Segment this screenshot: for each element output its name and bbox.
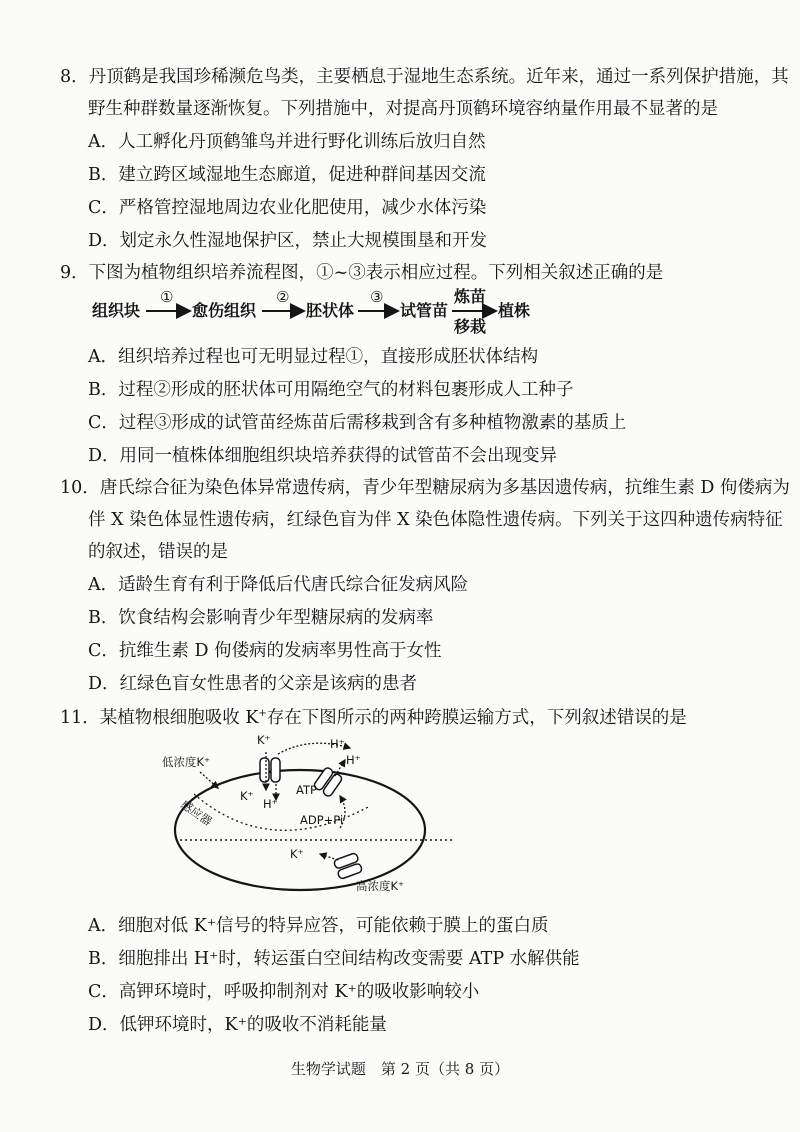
q10-stem-line2: 伴 X 染色体显性遗传病，红绿色盲为伴 X 染色体隐性遗传病。下列关于这四种遗传病特征 <box>88 510 783 530</box>
q9-option-a: A．组织培养过程也可无明显过程①，直接形成胚状体结构 <box>88 347 539 367</box>
flow-step-harden: 炼苗 <box>454 287 487 306</box>
q9-option-d: D．用同一植株体细胞组织块培养获得的试管苗不会出现变异 <box>88 446 558 466</box>
q10-option-a: A．适龄生育有利于降低后代唐氏综合征发病风险 <box>88 575 469 595</box>
flow-stage-plantlet: 试管苗 <box>400 301 449 320</box>
adp-label: ADP+Pi <box>300 813 344 827</box>
high-conc-label: 高浓度K⁺ <box>356 879 405 893</box>
q11-stem-line1 <box>60 707 687 729</box>
low-conc-label: 低浓度K⁺ <box>162 755 211 769</box>
q10-stem-line1: 10．唐氏综合征为染色体异常遗传病，青少年型糖尿病为多基因遗传病，抗维生素 D 佝偻病为 <box>60 478 790 498</box>
k-label-in: K⁺ <box>240 789 254 803</box>
flow-step-3: ③ <box>370 288 384 306</box>
sensor-label: 感应器 <box>178 797 215 829</box>
q8-option-a: A．人工孵化丹顶鹤雏鸟并进行野化训练后放归自然 <box>88 132 486 152</box>
q11-stem-pre: 11．某植物根细胞吸收 K <box>60 708 259 728</box>
page-footer: 生物学试题 第 2 页（共 8 页） <box>290 1060 510 1078</box>
q10-option-b: B．饮食结构会影响青少年型糖尿病的发病率 <box>88 608 434 628</box>
h-label-out: H⁺ <box>346 753 361 767</box>
h-label-top: H⁺ <box>330 737 345 751</box>
low-k-signal-arrow <box>200 772 218 788</box>
q9-option-c: C．过程③形成的试管苗经炼苗后需移栽到含有多种植物激素的基质上 <box>88 413 627 433</box>
q8-option-d: D．划定永久性湿地保护区，禁止大规模围垦和开发 <box>88 231 488 251</box>
flow-stage-tissue: 组织块 <box>92 301 141 320</box>
k-label-top: K⁺ <box>257 733 271 747</box>
k-transport-diagram <box>160 730 460 898</box>
q11-option-c: C．高钾环境时，呼吸抑制剂对 K⁺的吸收影响较小 <box>88 982 480 1002</box>
q9-stem-line1: 9．下图为植物组织培养流程图，①~③表示相应过程。下列相关叙述正确的是 <box>60 263 664 283</box>
flow-stage-plant: 植株 <box>498 301 531 320</box>
q10-option-d: D．红绿色盲女性患者的父亲是该病的患者 <box>88 674 418 694</box>
flow-step-transplant: 移栽 <box>454 317 487 336</box>
q11-option-d: D．低钾环境时，K⁺的吸收不消耗能量 <box>88 1015 387 1035</box>
q8-option-c: C．严格管控湿地周边农业化肥使用，减少水体污染 <box>88 198 487 218</box>
flow-step-2: ② <box>276 288 290 306</box>
atp-label: ATP <box>296 783 317 797</box>
q11-option-a: A．细胞对低 K⁺信号的特异应答，可能依赖于膜上的蛋白质 <box>88 916 549 936</box>
h-label-in: H⁺ <box>263 797 278 811</box>
k-label-bottom: K⁺ <box>290 847 304 861</box>
k-channel-arrow <box>320 854 338 860</box>
flow-stage-callus: 愈伤组织 <box>192 301 257 320</box>
signal-path <box>194 794 370 830</box>
flow-step-1: ① <box>160 288 174 306</box>
k-h-symporter-icon <box>260 758 280 782</box>
tissue-culture-flowchart <box>92 286 572 340</box>
q8-stem-line1: 8．丹顶鹤是我国珍稀濒危鸟类，主要栖息于湿地生态系统。近年来，通过一系列保护措施，其 <box>60 67 789 87</box>
q11-stem-sup: + <box>258 708 267 720</box>
flow-stage-embryoid: 胚状体 <box>306 301 355 320</box>
q11-option-b: B．细胞排出 H⁺时，转运蛋白空间结构改变需要 ATP 水解供能 <box>88 949 580 969</box>
q8-stem-line2: 野生种群数量逐渐恢复。下列措施中，对提高丹顶鹤环境容纳量作用最不显著的是 <box>88 99 718 119</box>
q8-option-b: B．建立跨区域湿地生态廊道，促进种群间基因交流 <box>88 165 486 185</box>
k-channel-icon <box>333 852 362 879</box>
q9-option-b: B．过程②形成的胚状体可用隔绝空气的材料包裹形成人工种子 <box>88 380 574 400</box>
q11-stem-post: 存在下图所示的两种跨膜运输方式，下列叙述错误的是 <box>266 708 687 728</box>
q10-stem-line3: 的叙述，错误的是 <box>88 542 228 562</box>
q10-option-c: C．抗维生素 D 佝偻病的发病率男性高于女性 <box>88 641 442 661</box>
